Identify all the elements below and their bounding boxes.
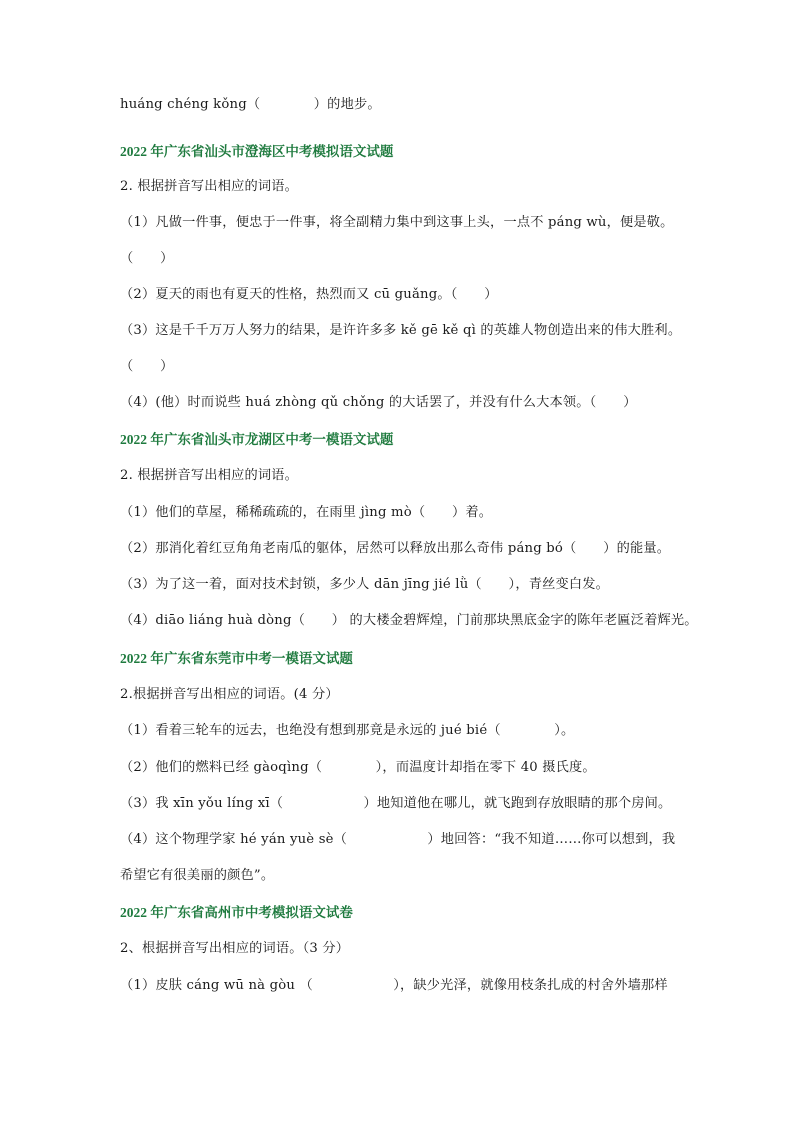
text-line: 2.根据拼音写出相应的词语。(4 分） — [120, 687, 339, 702]
text-line: （3）我 xīn yǒu líng xī（ ）地知道他在哪儿，就飞跑到存放眼睛的那个房间。 — [120, 796, 672, 811]
text-line: （4）diāo liáng huà dòng（ ） 的大楼金碧辉煌，门前那块黑底金字的陈年老匾泛着辉光。 — [120, 613, 698, 628]
text-line: （ ） — [120, 251, 174, 266]
section-heading: 2022 年广东省汕头市澄海区中考模拟语文试题 — [120, 144, 394, 159]
text-line: 希望它有很美丽的颜色”。 — [120, 868, 275, 883]
text-line: huáng chéng kǒng（ ）的地步。 — [120, 97, 381, 112]
text-line: （ ） — [120, 359, 174, 374]
section-heading: 2022 年广东省汕头市龙湖区中考一模语文试题 — [120, 432, 394, 447]
text-line: （4）这个物理学家 hé yán yuè sè（ ）地回答：“我不知道……你可以想到，我 — [120, 832, 676, 847]
text-line: 2、根据拼音写出相应的词语。（3 分） — [120, 941, 350, 956]
section-heading: 2022 年广东省高州市中考模拟语文试卷 — [120, 905, 353, 920]
text-line: （1）他们的草屋，稀稀疏疏的，在雨里 jìng mò（ ）着。 — [120, 505, 493, 520]
text-line: （1）凡做一件事，便忠于一件事，将全副精力集中到这事上头，一点不 páng wù，便是敬。 — [120, 215, 674, 230]
text-line: （1）看着三轮车的远去，也绝没有想到那竟是永远的 jué bié（ ）。 — [120, 723, 575, 738]
text-line: （3）这是千千万万人努力的结果，是许许多多 kě gē kě qì 的英雄人物创造出来的伟大胜利。 — [120, 323, 682, 338]
text-line: 2. 根据拼音写出相应的词语。 — [120, 179, 299, 194]
section-heading: 2022 年广东省东莞市中考一模语文试题 — [120, 651, 353, 666]
text-line: （1）皮肤 cáng wū nà gòu （ ），缺少光泽，就像用枝条扎成的村舍外墙那样 — [120, 978, 668, 993]
text-line: 2. 根据拼音写出相应的词语。 — [120, 468, 299, 483]
text-line: （2）他们的燃料已经 gàoqìng（ ），而温度计却指在零下 40 摄氏度。 — [120, 760, 596, 775]
text-line: （4）(他）时而说些 huá zhòng qǔ chǒng 的大话罢了，并没有什么大本领。（ ） — [120, 395, 637, 410]
text-line: （3）为了这一着，面对技术封锁，多少人 dān jīng jié lǜ（ ），青丝变白发。 — [120, 577, 610, 592]
text-line: （2）夏天的雨也有夏天的性格，热烈而又 cū guǎng。（ ） — [120, 287, 498, 302]
text-line: （2）那消化着红豆角角老南瓜的躯体，居然可以释放出那么奇伟 páng bó（ ）的能量。 — [120, 541, 671, 556]
